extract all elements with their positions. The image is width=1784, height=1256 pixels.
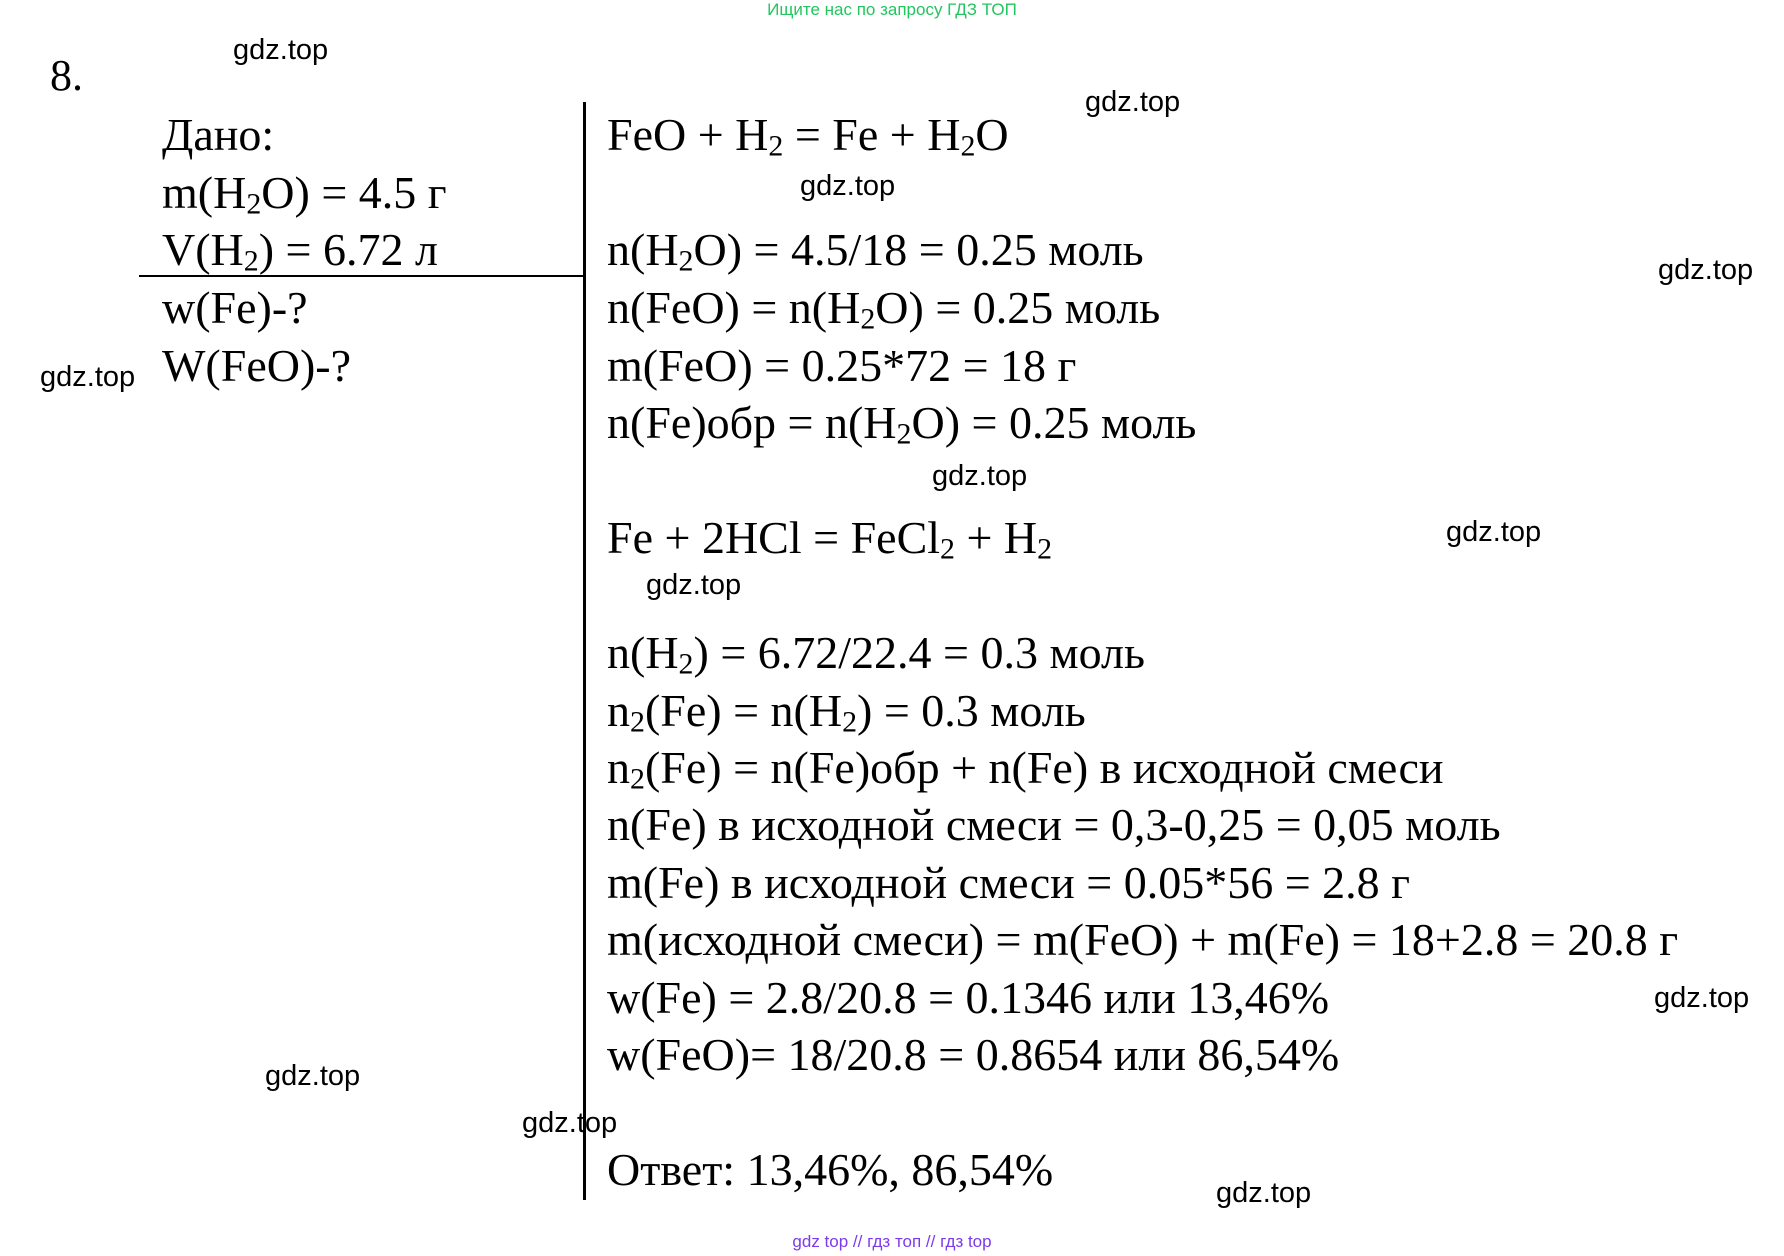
watermark: gdz.top (646, 569, 742, 601)
watermark: gdz.top (1085, 86, 1181, 118)
vertical-divider (583, 102, 586, 1200)
calc-n-feo: $n(FeO) = n(H_2O) = 0.25$ моль (607, 282, 1161, 336)
watermark: gdz.top (1658, 254, 1754, 286)
watermark: gdz.top (800, 170, 896, 202)
watermark: gdz.top (932, 460, 1028, 492)
watermark: gdz.top (1446, 516, 1542, 548)
footer-links: gdz top // гдз топ // гдз top (792, 1232, 992, 1251)
given-title: Дано: (162, 109, 275, 160)
calc-n-hydrogen: $n(H_2) = 6.72/22.4 = 0.3$ моль (607, 627, 1145, 681)
watermark: gdz.top (265, 1060, 361, 1092)
calc-w-feo: w(FeO)= 18/20.8 = 0.8654 или 86,54% (607, 1029, 1340, 1080)
equation-acid: Fe + 2HCl = FeCl$_2$ + $H_2$ (607, 512, 1053, 566)
calc-n-fe-mixture: n(Fe) в исходной смеси = 0,3-0,25 = 0,05 моль (607, 799, 1501, 850)
find-w-fe: w(Fe)-? (162, 282, 308, 333)
calc-n-fe-formed: $n(Fe)обр = n(H_2O) = 0.25$ моль (607, 397, 1197, 451)
watermark: gdz.top (1654, 982, 1750, 1014)
task-number: 8. (50, 51, 83, 100)
watermark: gdz.top (522, 1107, 618, 1139)
top-banner: Ищите нас по запросу ГДЗ ТОП (767, 0, 1017, 19)
watermark: gdz.top (233, 34, 329, 66)
calc-n-water: $n(H_2O) = 4.5/18 = 0.25$ моль (607, 224, 1144, 278)
calc-w-fe: w(Fe) = 2.8/20.8 = 0.1346 или 13,46% (607, 972, 1330, 1023)
equation-reduction: FeO + $H_2 = Fe + H_2O$ (607, 109, 1009, 163)
watermark: gdz.top (1216, 1177, 1312, 1209)
calc-n2-fe-sum: $n_2(Fe) = n(Fe)обр + n(Fe)$ в исходной смеси (607, 742, 1444, 796)
calc-m-mixture: m(исходной смеси) = m(FeO) + m(Fe) = 18+2.8 = 20.8 г (607, 914, 1679, 965)
calc-m-fe-mixture: m(Fe) в исходной смеси = 0.05*56 = 2.8 г (607, 857, 1411, 908)
given-volume-hydrogen: $V(H_2) = 6.72$ л (162, 224, 438, 278)
given-divider (139, 275, 585, 277)
calc-m-feo: m(FeO) = 0.25*72 = 18 г (607, 340, 1077, 391)
find-w-feo: W(FeO)-? (162, 340, 352, 391)
calc-n2-fe: $n_2(Fe) = n(H_2) = 0.3$ моль (607, 685, 1086, 739)
answer: Ответ: 13,46%, 86,54% (607, 1144, 1054, 1195)
watermark: gdz.top (40, 361, 136, 393)
given-mass-water: $m(H_2O) = 4.5$ г (162, 167, 447, 221)
